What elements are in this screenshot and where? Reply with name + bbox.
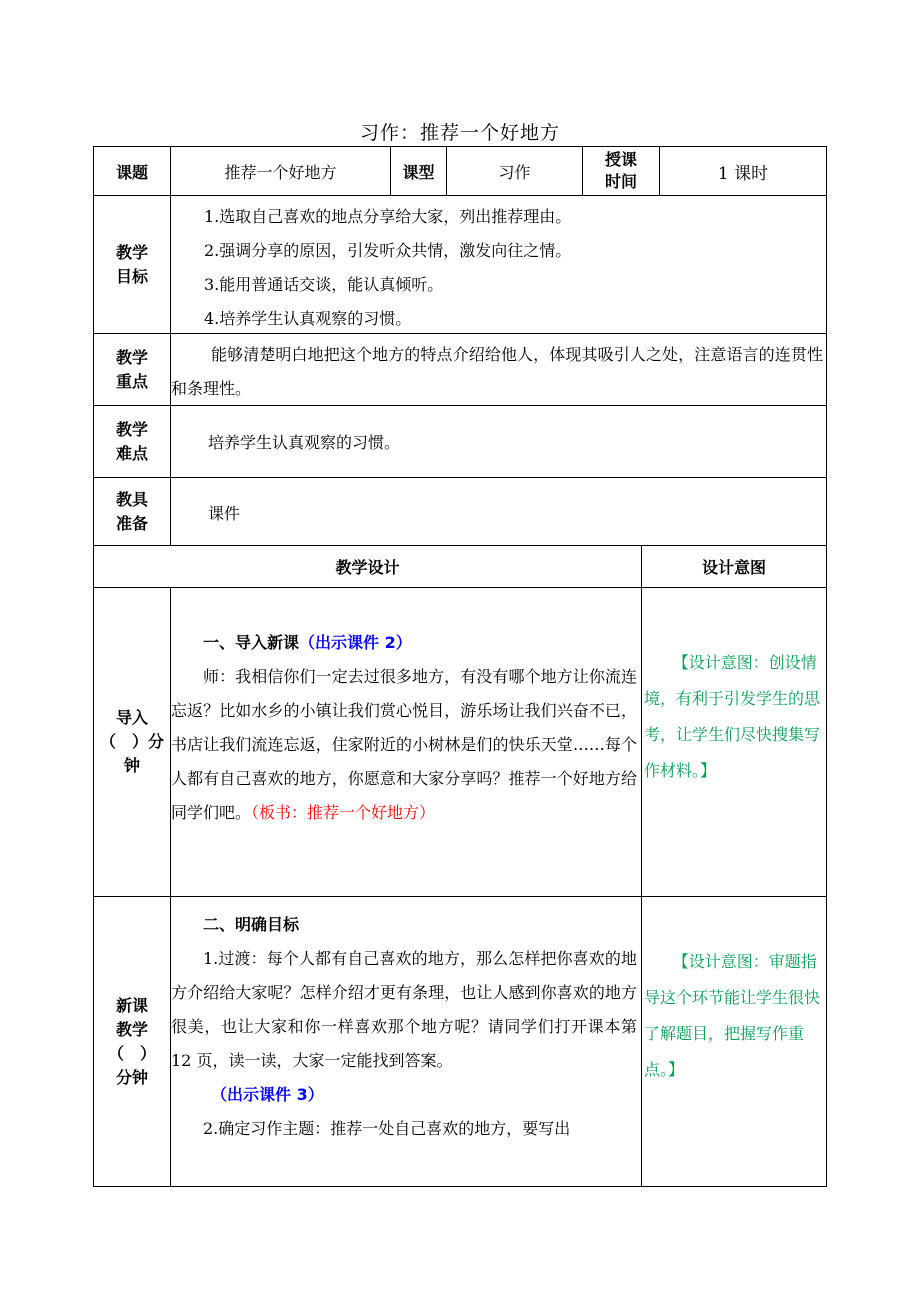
goal-item: 2.强调分享的原因，引发听众共情，激发向往之情。: [204, 241, 572, 260]
new-lesson-label-line4: 分钟: [115, 1067, 148, 1087]
time-value: 1 课时: [717, 163, 769, 184]
difficulties-label-line1: 教学: [115, 419, 148, 439]
row-line: [93, 195, 827, 196]
intro-board-note: （板书：推荐一个好地方）: [251, 803, 436, 822]
goal-item: 1.选取自己喜欢的地点分享给大家，列出推荐理由。: [204, 207, 572, 226]
intro-label-line2: （ ）分: [99, 732, 164, 751]
new-lesson-intent-text: 【设计意图：审题指导这个环节能让学生很快了解题目，把握写作重点。】: [644, 952, 821, 1079]
intro-paragraph: [171, 660, 637, 830]
goals-label-line1: 教学: [115, 242, 148, 262]
time-label-line2: 时间: [604, 172, 637, 191]
keypoints-label: [94, 334, 170, 405]
materials-label: [94, 478, 170, 545]
new-lesson-label-line2: 教学: [115, 1019, 148, 1039]
col-line: [641, 545, 642, 1187]
type-value: 习作: [498, 162, 531, 182]
intro-heading: [171, 626, 637, 660]
row-line: [93, 896, 827, 897]
keypoints-label-line1: 教学: [115, 347, 148, 367]
design-header: 教学设计: [335, 558, 400, 577]
intro-heading-text: 一、导入新课: [203, 633, 300, 652]
keypoints-text: [171, 338, 823, 406]
new-lesson-label-line3: （ ）: [107, 1043, 156, 1063]
intro-courseware-note: （出示课件 2）: [299, 633, 412, 652]
row-line: [93, 477, 827, 478]
new-lesson-intent: [644, 944, 822, 1088]
intro-content: [171, 626, 637, 830]
document-title: 习作：推荐一个好地方: [359, 122, 560, 144]
row-line: [93, 1186, 827, 1187]
difficulties-text: 培养学生认真观察的习惯。: [208, 433, 401, 452]
difficulties-label: [94, 406, 170, 477]
goals-label: [94, 196, 170, 333]
keypoints-label-line2: 重点: [115, 371, 148, 391]
difficulties-label-line2: 难点: [115, 443, 148, 463]
materials-label-line1: 教具: [115, 489, 148, 509]
type-label: 课型: [402, 162, 435, 182]
new-lesson-content: [171, 908, 637, 1146]
intro-label-line1: 导入: [115, 708, 148, 727]
topic-value: 推荐一个好地方: [224, 162, 337, 182]
time-label-line1: 授课: [604, 150, 637, 169]
intro-label: [94, 588, 170, 896]
keypoints-paragraph: 能够清楚明白地把这个地方的特点介绍给他人，体现其吸引人之处，注意语言的连贯性和条理性。: [171, 345, 823, 398]
new-lesson-paragraph-1: 1.过渡：每个人都有自己喜欢的地方，那么怎样把你喜欢的地方介绍给大家呢？怎样介绍才更有条理，也让人感到你喜欢的地方很美，也让大家和你一样喜欢那个地方呢？请同学们打开课本第 12 页，读一读，大家一定能找到答案。: [171, 949, 637, 1070]
new-lesson-label: [94, 897, 170, 1186]
intro-paragraph-text: 师：我相信你们一定去过很多地方，有没有哪个地方让你流连忘返？比如水乡的小镇让我们赏心悦目，游乐场让我们兴奋不已，书店让我们流连忘返，住家附近的小树林是们的快乐天堂……每个人都有自己喜欢的地方，你愿意和大家分享吗？推荐一个好地方给同学们吧。: [171, 667, 637, 822]
col-line: [826, 146, 827, 1187]
new-lesson-label-line1: 新课: [115, 995, 148, 1015]
materials-text: 课件: [208, 504, 241, 523]
row-line: [93, 587, 827, 588]
time-label: [583, 147, 659, 195]
new-lesson-courseware-note: （出示课件 3）: [211, 1085, 324, 1104]
intro-intent: [644, 645, 822, 789]
goals-list: [204, 200, 814, 336]
topic-label: 课题: [115, 162, 148, 182]
goal-item: 4.培养学生认真观察的习惯。: [204, 309, 412, 328]
goals-label-line2: 目标: [115, 266, 148, 286]
intro-label-line3: 钟: [123, 756, 140, 775]
intro-intent-text: 【设计意图：创设情境，有利于引发学生的思考，让学生们尽快搜集写作材料。】: [644, 653, 821, 780]
intent-header: 设计意图: [701, 558, 766, 577]
materials-label-line2: 准备: [115, 513, 148, 533]
goal-item: 3.能用普通话交谈，能认真倾听。: [204, 275, 444, 294]
new-lesson-paragraph-2: 2.确定习作主题：推荐一处自己喜欢的地方，要写出: [203, 1119, 571, 1138]
new-lesson-heading: 二、明确目标: [203, 915, 300, 934]
